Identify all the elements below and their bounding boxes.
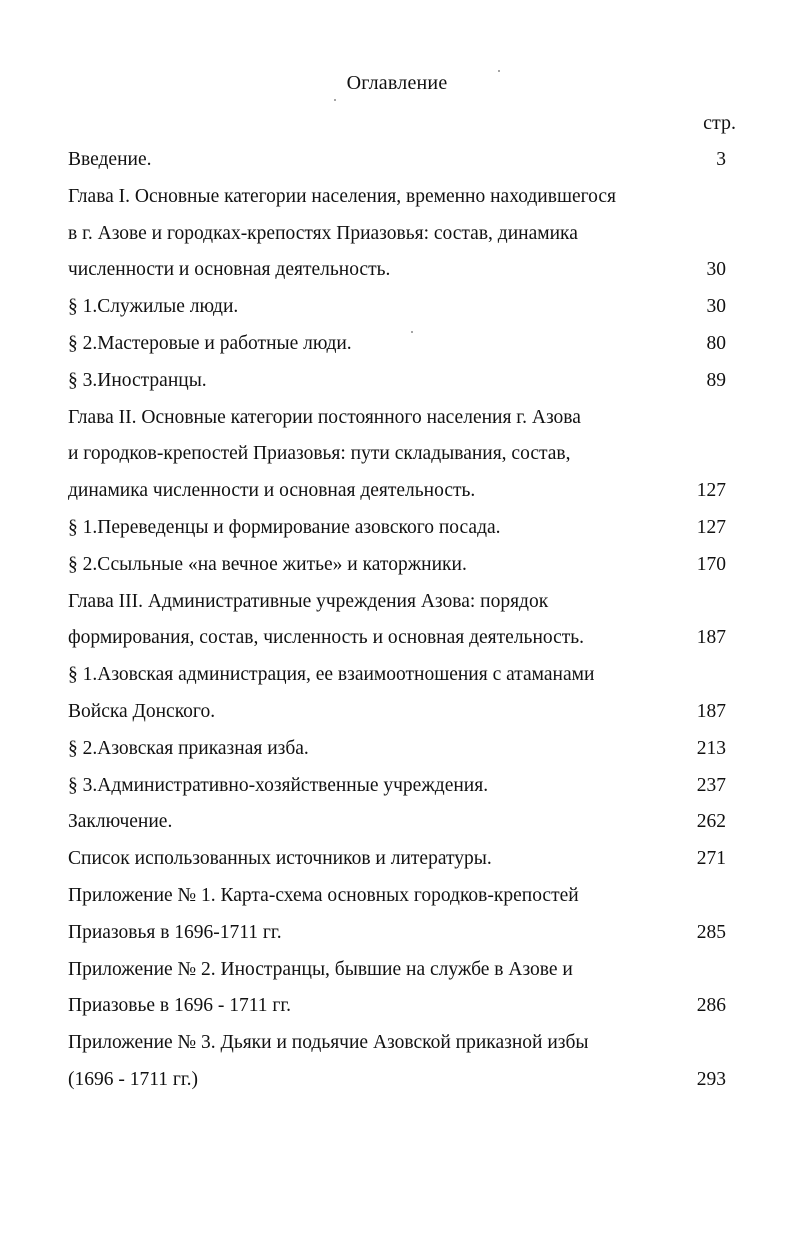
toc-entry-text: динамика численности и основная деятельность. xyxy=(68,480,476,502)
toc-entry xyxy=(68,551,732,579)
toc-entry xyxy=(68,1029,732,1057)
toc-entry-text: § 3.Административно-хозяйственные учреждения. xyxy=(68,774,489,796)
toc-entry-text: Приложение № 2. Иностранцы, бывшие на службе в Азове и xyxy=(68,958,573,980)
toc-entry-text: и городков-крепостей Приазовья: пути складывания, состав, xyxy=(68,443,571,465)
toc-entry-text: § 1.Служилые люди. xyxy=(68,296,239,318)
toc-entry xyxy=(68,367,732,395)
toc-entry xyxy=(68,624,732,652)
toc-entry-page: 187 xyxy=(696,627,726,649)
toc-entry-page: 271 xyxy=(696,848,726,870)
toc-entry-text: Приложение № 1. Карта-схема основных городков-крепостей xyxy=(68,885,579,906)
toc-entry xyxy=(68,330,732,358)
toc-entry xyxy=(68,256,732,284)
scan-speck xyxy=(411,331,413,333)
toc-entry xyxy=(68,661,732,689)
toc-entry-text: численности и основная деятельность. xyxy=(68,259,391,281)
toc-entry-page: 127 xyxy=(696,517,726,538)
toc-entry-page: 237 xyxy=(696,774,726,796)
toc-entry xyxy=(68,477,732,505)
toc-entry-text: Заключение. xyxy=(68,811,173,833)
toc-entry xyxy=(68,808,732,836)
toc-entry-text: Глава II. Основные категории постоянного населения г. Азова xyxy=(68,406,581,428)
toc-entry-page: 30 xyxy=(706,259,726,281)
toc-entry-text: Приазовья в 1696-1711 гг. xyxy=(68,921,282,943)
toc-entry-text: § 2.Мастеровые и работные люди. xyxy=(68,333,352,354)
toc-entry-page: 170 xyxy=(696,553,726,575)
toc-entry-text: § 3.Иностранцы. xyxy=(68,369,207,391)
toc-entry xyxy=(68,588,732,616)
toc-entry-page: 80 xyxy=(706,333,726,354)
page-column-label: стр. xyxy=(703,112,736,134)
toc-entry-text: (1696 - 1711 гг.) xyxy=(68,1069,199,1090)
toc-entry xyxy=(68,514,732,542)
toc-entry xyxy=(68,440,732,468)
toc-entry xyxy=(68,220,732,248)
toc-entry xyxy=(68,772,732,800)
toc-entry-text: Глава III. Административные учреждения Азова: порядок xyxy=(68,590,549,612)
toc-entry xyxy=(68,956,732,984)
toc-entry-text: в г. Азове и городках-крепостях Приазовья: состав, динамика xyxy=(68,222,578,244)
toc-entry-text: Введение. xyxy=(68,149,152,170)
toc-entry-text: формирования, состав, численность и основная деятельность. xyxy=(68,627,585,649)
toc-entry-text: § 1.Азовская администрация, ее взаимоотношения с атаманами xyxy=(68,664,595,686)
toc-entry xyxy=(68,293,732,321)
toc-entry-text: Приложение № 3. Дьяки и подьячие Азовской приказной избы xyxy=(68,1032,589,1054)
toc-entry-page: 286 xyxy=(696,995,726,1017)
toc-entry xyxy=(68,698,732,726)
toc-entry-text: § 2.Ссыльные «на вечное житье» и каторжники. xyxy=(68,553,467,575)
toc-entry xyxy=(68,845,732,873)
toc-entry-page: 285 xyxy=(696,921,726,943)
toc-entry-text: § 1.Переведенцы и формирование азовского посада. xyxy=(68,517,501,538)
toc-entry-text: Список использованных источников и литературы. xyxy=(68,848,492,870)
toc-entry xyxy=(68,183,732,211)
toc-entry-text: Войска Донского. xyxy=(68,701,216,722)
toc-entry-text: Приазовье в 1696 - 1711 гг. xyxy=(68,995,292,1017)
toc-entry xyxy=(68,882,732,910)
toc-entry xyxy=(68,146,732,174)
toc-entry xyxy=(68,404,732,432)
toc-entry-text: Глава I. Основные категории населения, временно находившегося xyxy=(68,185,616,207)
toc-entry xyxy=(68,919,732,947)
toc-entry-page: 3 xyxy=(716,149,726,170)
toc-entry-text: § 2.Азовская приказная изба. xyxy=(68,737,309,759)
toc-entry xyxy=(68,1066,732,1094)
scan-speck xyxy=(498,70,500,72)
toc-entry-page: 30 xyxy=(706,296,726,318)
toc-entry-page: 89 xyxy=(706,369,726,391)
toc-entry-page: 187 xyxy=(696,701,726,722)
toc-entry-page: 127 xyxy=(696,480,726,502)
page-title: Оглавление xyxy=(346,72,448,94)
toc-entry xyxy=(68,992,732,1020)
toc-entry-page: 213 xyxy=(696,737,726,759)
toc-entry-page: 293 xyxy=(696,1069,726,1090)
toc-entry xyxy=(68,735,732,763)
toc-entry-page: 262 xyxy=(696,811,726,833)
scan-speck xyxy=(334,99,336,101)
